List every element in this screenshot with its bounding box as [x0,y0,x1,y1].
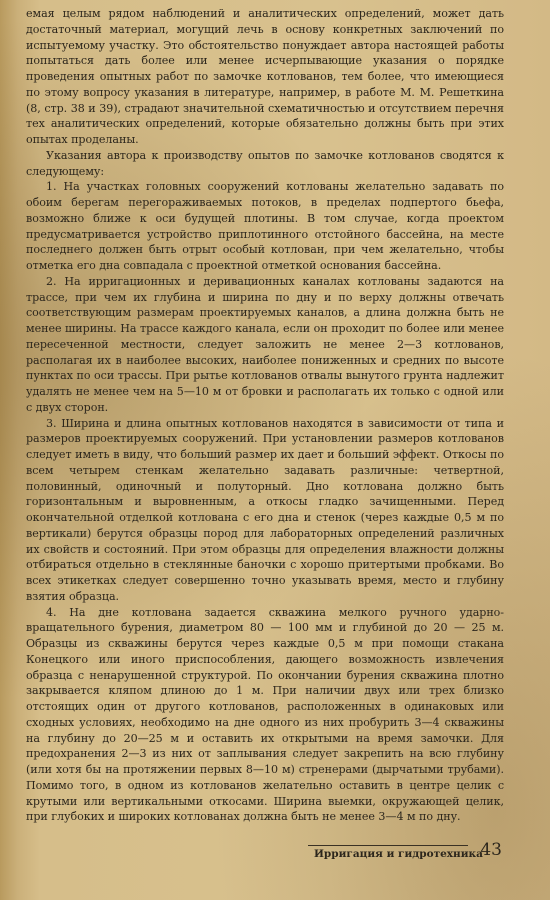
paragraph-item-2: 2. На ирригационных и деривационных каналах котлованы задаются на трассе, при чем их глубина и ширина по дну и по верху должны отвечать соответствующим размерам проектируемых каналов, а длина должна быть не менее ширины. На трассе каждого канала, если он проходит по более или менее пересеченной местности, следует заложить не менее 2—3 котлованов, располагая их в наиболее высоких, наиболее пониженных и средних по высоте пунктах по оси трассы. При рытье котлованов отвалы вынутого грунта надлежит удалять не менее чем на 5—10 м от бровки и располагать их только с одной или с двух сторон. [26,274,504,414]
paragraph-continuation: емая целым рядом наблюдений и аналитических определений, может дать достаточный материал, могущий лечь в основу конкретных заключений по испытуемому участку. Это обстоятельство понуждает автора настоящей работы попытаться дать более или менее исчерпывающие указания о порядке проведения опытных работ по замочке котлованов, тем более, что имеющиеся по этому вопросу указания в литературе, например, в работе М. М. Решеткина (8, стр. 38 и 39), страдают значительной схематичностью и отсутствием перечня тех аналитических определений, которые обязательно должны быть при этих опытах проделаны. [26,7,504,146]
paragraph-item-3: 3. Ширина и длина опытных котлованов находятся в зависимости от типа и размеров проектируемых сооружений. При установлении размеров котлованов следует иметь в виду, что больший размер их дает и больший эффект. Откосы по всем четырем стенкам желательно задавать различные: четвертной, половинный, одиночный и полуторный. Дно котлована должно быть горизонтальным и выровненным, а откосы гладко зачищенными. Перед окончательной отделкой котлована с его дна и стенок (через каждые 0,5 м по вертикали) берутся образцы пород для лабораторных определений различных их свойств и состояний. При этом образцы для определения влажности должны отбираться отдельно в стеклянные баночки с хорошо притертыми пробками. Во всех этикетках следует совершенно точно указывать время, место и глубину взятия образца. [26,416,504,603]
footer-journal-title: Ирригация и гидротехника [314,848,483,860]
body-text [26,6,504,825]
footer-rule [308,845,468,846]
page-number: 43 [480,840,502,860]
page-footer [300,840,504,864]
paragraph-item-1: 1. На участках головных сооружений котлованы желательно задавать по обоим берегам перегораживаемых потоков, в пределах подпертого бьефа, возможно ближе к оси будущей плотины. В том случае, когда проектом предусматривается устройство приплотинного отстойного бассейна, на месте последнего должен быть отрыт особый котлован, при чем желательно, чтобы отметка его дна совпадала с проектной отметкой основания бассейна. [26,180,504,272]
paragraph-item-4: 4. На дне котлована задается скважина мелкого ручного ударно-вращательного бурения, диаметром 80 — 100 мм и глубиной до 20 — 25 м. Образцы из скважины берутся через каждые 0,5 м при помощи стакана Конецкого или иного приспособления, дающего возможность извлечения образца с ненарушенной структурой. По окончании бурения скважина плотно закрывается кляпом длиною до 1 м. При наличии двух или трех близко отстоящих один от другого котлованов, расположенных в одинаковых или сходных условиях, необходимо на дне одного из них пробурить 3—4 скважины на глубину до 20—25 м и оставить их открытыми на время замочки. Для предохранения 2—3 из них от заплывания следует закрепить на всю глубину (или хотя бы на протяжении первых 8—10 м) стренерами (дырчатыми трубами). Помимо того, в одном из котлованов желательно оставить в центре целик с крутыми или вертикальными откосами. Ширина выемки, окружающей целик, при глубоких и широких котлованах должна быть не менее 3—4 м по дну. [26,605,504,824]
paragraph-intro: Указания автора к производству опытов по замочке котлованов сводятся к следующему: [26,148,504,178]
